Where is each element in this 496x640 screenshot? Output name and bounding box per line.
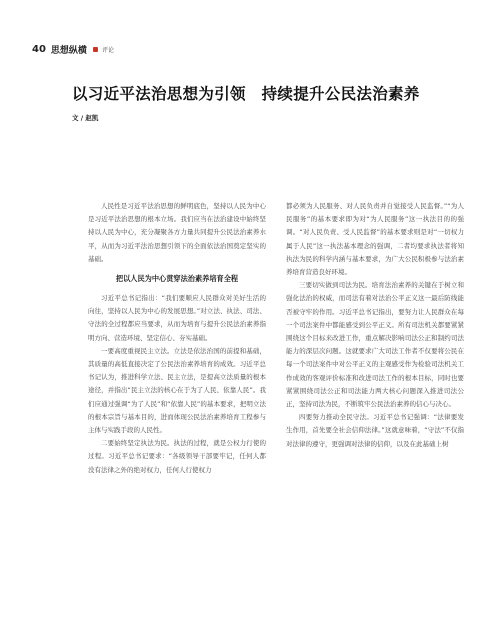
page-number: 40 — [32, 43, 46, 55]
section-name: 思想纵横 — [50, 45, 87, 56]
subheading: 把以人民为中心贯穿法治素养培育全程 — [115, 274, 239, 284]
paragraph: 一要高度重视民主立法。立法是依法治国的前提和基础，其质量的高低直接决定了公民法治素养培育的成效。习近平总书记认为，推进科学立法、民主立法，是提高立法质量的根本途径，并指出“民主立法的核心在于为了人民、依靠人民”。我们应通过强调“为了人民”和“依靠人民”的基本要求，把明立法的根本宗旨与基本目的，进而体现公民法治素养培育工程参与主体与实践手段的人民性。 — [88, 346, 266, 435]
paragraph: 三要切实做到司法为民。培育法治素养的关键在于树立和强化法治的权威，而司法有着对法治公平正义这一最后防线能否被守牢的作用。习近平总书记指出，要努力让人民群众在每一个司法案件中都能感受到公平正义。所有司法机关都要紧紧围绕这个目标来改进工作，重点解决影响司法公正和制约司法能力的深层次问题。这就要求广大司法工作者不仅要将公民在每一个司法案件中对公平正义的主观感受作为检验司法机关工作成效的客观评价标准和改进司法工作的根本目标，同时也要紧紧围绕司法公正和司法能力两大核心问题深入推进司法公正，坚持司法为民，不断筑牢公民法治素养的信心与决心。 — [286, 281, 464, 409]
left-column — [88, 200, 266, 477]
paragraph: 二要始终坚定执法为民。执法的过程，就是公权力行使的过程。习近平总书记要求：“各级领导干部要牢记，任何人都没有法律之外的绝对权力，任何人行使权力 — [88, 439, 266, 474]
paragraph: 人民性是习近平法治思想的鲜明底色，坚持以人民为中心是习近平法治思想的根本立场。我们应当在法治建设中始终坚持以人民为中心，充分凝聚各方力量共同提升公民法治素养水平，从而为习近平法治思想引领下的全面依法治国奠定坚实的基础。 — [88, 202, 266, 263]
article-author: 文 / 赵凯 — [72, 114, 99, 122]
column-tag: 评论 — [101, 46, 114, 54]
paragraph: 都必须为人民服务、对人民负责并自觉接受人民监督。”“为人民服务”的基本要求即为对“为人民服务”这一执法目的的强调。“对人民负责、受人民监督”的基本要求则是对“一切权力属于人民”这一执法基本理念的强调，二者均要求执法者将知执法为民的科学内涵与基本要求，为广大公民积极参与法治素养培育营造良好环境。 — [286, 202, 464, 277]
page-header — [32, 42, 114, 56]
paragraph: 四要努力推动全民守法。习近平总书记强调：“法律要发生作用，首先要全社会信仰法律。”这就意味着，“守法”不仅指对法律的遵守，更强调对法律的信仰，以及在此基础上树 — [286, 413, 464, 448]
paragraph: 习近平总书记指出：“我们要顺应人民群众对美好生活的向往，坚持以人民为中心的发展思想。”对立法、执法、司法、守法的全过程都应当要求，从而为培育与提升公民法治素养指明方向、营造环境、坚定信心、夯实基础。 — [88, 294, 266, 342]
red-square-icon — [93, 47, 98, 52]
article-title: 以习近平法治思想为引领 持续提升公民法治素养 — [72, 84, 420, 103]
right-column — [286, 200, 464, 451]
